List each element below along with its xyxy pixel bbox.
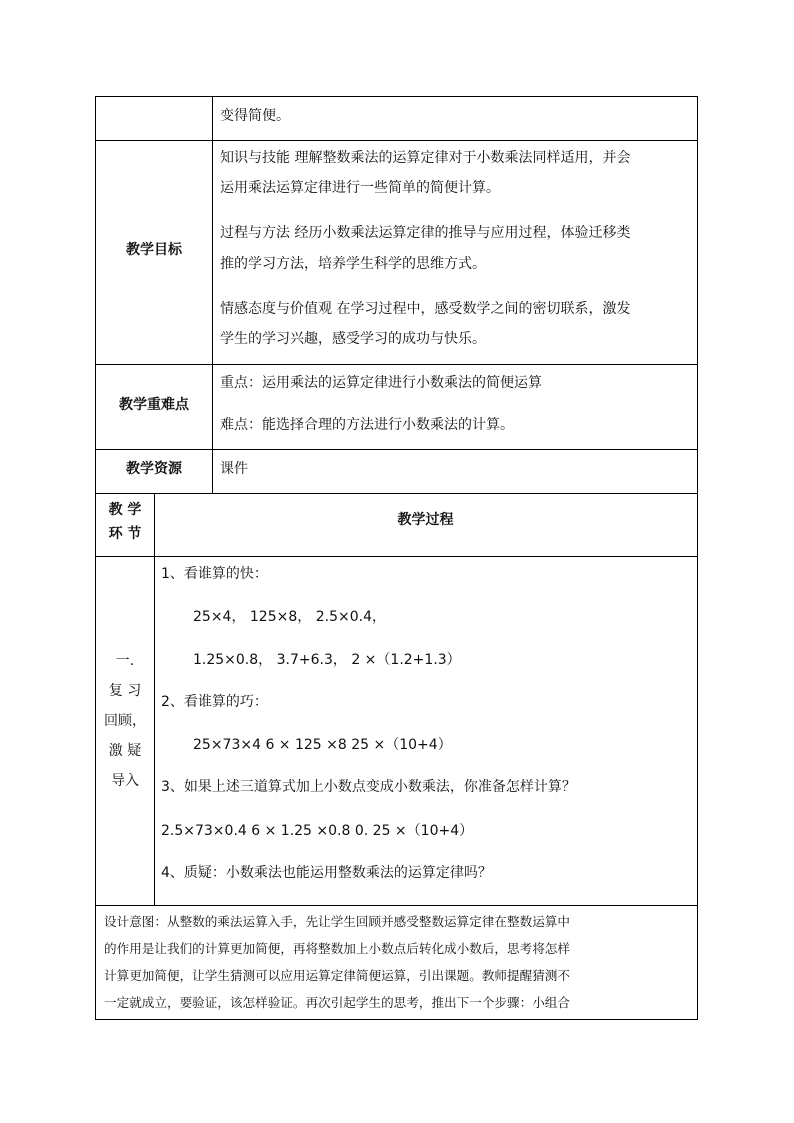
row-divider bbox=[96, 556, 697, 557]
objective-attitude-line1: 情感态度与价值观 在学习过程中，感受数学之间的密切联系，激发 bbox=[220, 301, 631, 317]
exercise-3-row: 2.5×73×0.4 6 × 1.25 ×0.8 0. 25 ×（10+4） bbox=[161, 823, 474, 839]
resources-value: 课件 bbox=[220, 461, 248, 477]
exercise-4-title: 4、质疑：小数乘法也能运用整数乘法的运算定律吗？ bbox=[161, 865, 492, 881]
exercise-1-title: 1、看谁算的快： bbox=[161, 566, 268, 582]
row-divider bbox=[96, 364, 697, 365]
row-divider bbox=[96, 449, 697, 450]
lesson-plan-table bbox=[95, 96, 698, 1020]
design-intent-line2: 的作用是让我们的计算更加简便，再将整数加上小数点后转化成小数后，思考将怎样 bbox=[104, 941, 570, 956]
key-points-label: 教学重难点 bbox=[119, 397, 189, 413]
stage1-label-question: 激 疑 bbox=[108, 743, 142, 759]
exercise-1-row1: 25×4， 125×8， 2.5×0.4， bbox=[193, 609, 386, 625]
stage-header-line2: 环 节 bbox=[108, 526, 142, 542]
continuation-text: 变得简便。 bbox=[220, 108, 290, 124]
design-intent-line4: 一定就成立，要验证，该怎样验证。再次引起学生的思考，推出下一个步骤：小组合 bbox=[104, 995, 570, 1010]
design-intent bbox=[104, 908, 689, 1016]
objective-process-line1: 过程与方法 经历小数乘法运算定律的推导与应用过程，体验迁移类 bbox=[220, 225, 631, 241]
difficulty-point: 难点：能选择合理的方法进行小数乘法的计算。 bbox=[220, 417, 514, 433]
design-intent-line3: 计算更加简便，让学生猜测可以应用运算定律简便运算，引出课题。教师提醒猜测不 bbox=[104, 968, 570, 983]
stage1-label-number: 一. bbox=[115, 653, 135, 669]
objective-process-line2: 推的学习方法，培养学生科学的思维方式。 bbox=[220, 256, 486, 272]
exercise-1-row2: 1.25×0.8， 3.7+6.3， 2 ×（1.2+1.3） bbox=[193, 652, 461, 668]
objectives-label: 教学目标 bbox=[126, 242, 182, 258]
focus-point: 重点：运用乘法的运算定律进行小数乘法的简便运算 bbox=[220, 375, 542, 391]
column-divider bbox=[154, 493, 155, 906]
column-divider bbox=[212, 97, 213, 494]
objective-attitude-line2: 学生的学习兴趣，感受学习的成功与快乐。 bbox=[220, 331, 486, 347]
exercise-2-row: 25×73×4 6 × 125 ×8 25 ×（10+4） bbox=[193, 737, 452, 753]
row-divider bbox=[96, 905, 697, 906]
exercise-3-title: 3、如果上述三道算式加上小数点变成小数乘法，你准备怎样计算？ bbox=[161, 779, 576, 795]
design-intent-line1: 设计意图：从整数的乘法运算入手，先让学生回顾并感受整数运算定律在整数运算中 bbox=[104, 914, 570, 929]
stage1-label-intro: 导入 bbox=[111, 773, 139, 789]
objective-knowledge-line2: 运用乘法运算定律进行一些简单的简便计算。 bbox=[220, 180, 500, 196]
objective-knowledge-line1: 知识与技能 理解整数乘法的运算定律对于小数乘法同样适用，并会 bbox=[220, 150, 631, 166]
row-divider bbox=[96, 493, 697, 494]
row-divider bbox=[96, 140, 697, 141]
stage1-label-recall: 回顾， bbox=[104, 713, 146, 729]
resources-label: 教学资源 bbox=[126, 461, 182, 477]
stage-header-line1: 教 学 bbox=[108, 502, 142, 518]
exercise-2-title: 2、看谁算的巧： bbox=[161, 694, 268, 710]
stage1-label-review: 复 习 bbox=[108, 683, 142, 699]
process-header-title: 教学过程 bbox=[397, 512, 454, 528]
